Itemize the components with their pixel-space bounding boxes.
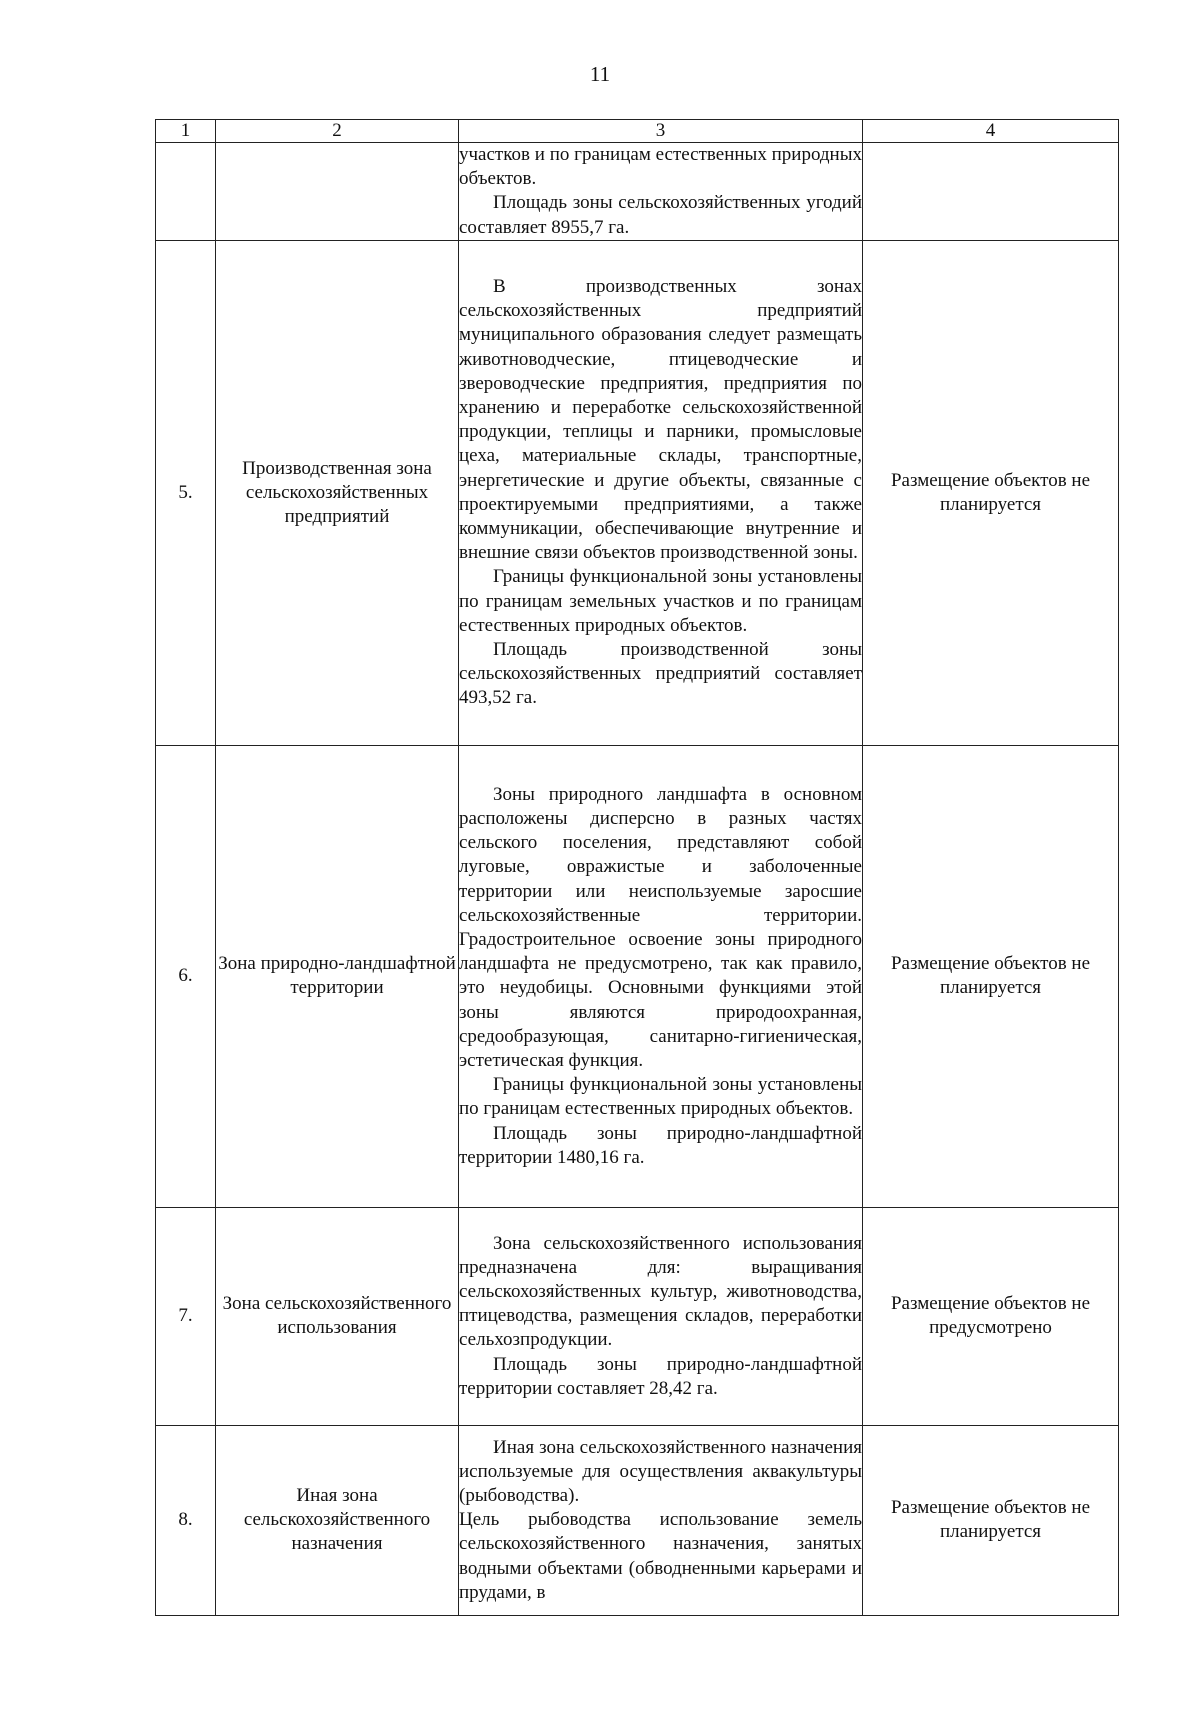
row-number: 7. bbox=[156, 1207, 216, 1425]
planned-objects: Размещение объектов не предусмотрено bbox=[863, 1207, 1119, 1425]
zone-name: Зона сельскохозяйственного использования bbox=[216, 1207, 459, 1425]
zone-description bbox=[459, 1425, 863, 1615]
row-number bbox=[156, 143, 216, 241]
header-cell-3: 3 bbox=[459, 120, 863, 143]
planned-objects bbox=[863, 143, 1119, 241]
row-number: 8. bbox=[156, 1425, 216, 1615]
description-paragraph: Площадь зоны природно-ландшафтной территории 1480,16 га. bbox=[459, 1122, 862, 1168]
table-row bbox=[156, 240, 1119, 745]
header-cell-2: 2 bbox=[216, 120, 459, 143]
description-paragraph: Цель рыбоводства использование земель сельскохозяйственного назначения, занятых водными объектами (обводненными карьерами и прудами, в bbox=[459, 1509, 862, 1603]
description-paragraph: Площадь зоны сельскохозяйственных угодий составляет 8955,7 га. bbox=[459, 192, 862, 238]
row-number: 6. bbox=[156, 745, 216, 1207]
zone-name: Производственная зона сельскохозяйственных предприятий bbox=[216, 240, 459, 745]
description-paragraph: участков и по границам естественных природных объектов. bbox=[459, 144, 862, 190]
row-number: 5. bbox=[156, 240, 216, 745]
table-row bbox=[156, 1425, 1119, 1615]
table-header-row bbox=[156, 120, 1119, 143]
page-number: 11 bbox=[589, 62, 611, 86]
zone-description bbox=[459, 745, 863, 1207]
planned-objects: Размещение объектов не планируется bbox=[863, 240, 1119, 745]
zone-description bbox=[459, 143, 863, 241]
zone-name bbox=[216, 143, 459, 241]
zone-description bbox=[459, 1207, 863, 1425]
planned-objects: Размещение объектов не планируется bbox=[863, 1425, 1119, 1615]
zone-name: Зона природно-ландшафтной территории bbox=[216, 745, 459, 1207]
description-paragraph: Площадь производственной зоны сельскохозяйственных предприятий составляет 493,52 га. bbox=[459, 639, 862, 709]
description-paragraph: Площадь зоны природно-ландшафтной территории составляет 28,42 га. bbox=[459, 1353, 862, 1399]
header-cell-1: 1 bbox=[156, 120, 216, 143]
header-cell-4: 4 bbox=[863, 120, 1119, 143]
description-paragraph: В производственных зонах сельскохозяйственных предприятий муниципального образования следует размещать животноводческие, птицеводческие и звероводческие предприятия, предприятия по хранению и переработке сельскохозяйственной продукции, теплицы и парники, промысловые цеха, материальные склады, транспортные, энергетические и другие объекты, связанные с проектируемыми предприятиями, а также коммуникации, обеспечивающие внутренние и внешние связи объектов производственной зоны. bbox=[459, 275, 862, 564]
description-paragraph: Зоны природного ландшафта в основном расположены дисперсно в разных частях сельского поселения, представляют собой луговые, овражистые и заболоченные территории или неиспользуемые заросшие сельскохозяйственные территории. Градостроительное освоение зоны природного ландшафта не предусмотрено, так как правило, это неудобицы. Основными функциями этой зоны являются природоохранная, средообразующая, санитарно-гигиеническая, эстетическая функция. bbox=[459, 783, 862, 1071]
zone-description bbox=[459, 240, 863, 745]
description-paragraph: Зона сельскохозяйственного использования предназначена для: выращивания сельскохозяйственных культур, животноводства, птицеводства, размещения складов, переработки сельхозпродукции. bbox=[459, 1232, 862, 1351]
planned-objects: Размещение объектов не планируется bbox=[863, 745, 1119, 1207]
table-row bbox=[156, 745, 1119, 1207]
description-paragraph: Границы функциональной зоны установлены по границам земельных участков и по границам естественных природных объектов. bbox=[459, 566, 862, 636]
description-paragraph: Иная зона сельскохозяйственного назначения используемые для осуществления аквакультуры (рыбоводства). bbox=[459, 1436, 862, 1506]
table-row bbox=[156, 143, 1119, 241]
table-row bbox=[156, 1207, 1119, 1425]
zone-name: Иная зона сельскохозяйственного назначения bbox=[216, 1425, 459, 1615]
zones-table bbox=[155, 119, 1119, 1616]
description-paragraph: Границы функциональной зоны установлены по границам естественных природных объектов. bbox=[459, 1074, 862, 1120]
